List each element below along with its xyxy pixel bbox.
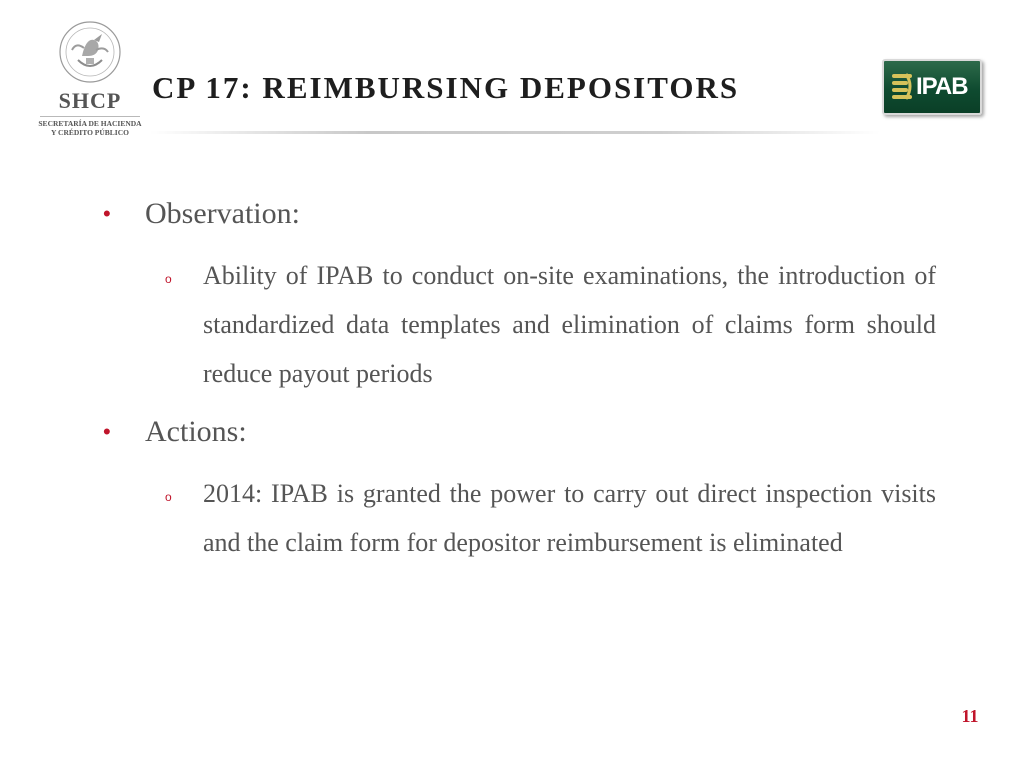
- ipab-logo: [882, 59, 982, 115]
- page-number: 11: [961, 706, 979, 726]
- ipab-mark-icon: [892, 72, 914, 102]
- shcp-divider: [40, 116, 140, 117]
- observation-item-text: Ability of IPAB to conduct on-site examinations, the introduction of standardized data templates and elimination of claims form should reduce payout periods: [203, 261, 936, 388]
- section-heading-observation: Observation:: [145, 197, 300, 230]
- ipab-logo-text: IPAB: [916, 73, 968, 100]
- shcp-subtitle-line2: Y CRÉDITO PÚBLICO: [51, 128, 129, 137]
- section-heading-actions: Actions:: [145, 415, 247, 448]
- title-divider: [150, 131, 880, 134]
- bullet-dot-icon: •: [103, 201, 111, 226]
- sub-bullet-icon: o: [165, 272, 172, 286]
- shcp-subtitle-line1: SECRETARÍA DE HACIENDA: [38, 119, 142, 128]
- bullet-dot-icon: •: [103, 419, 111, 444]
- sub-bullet-icon: o: [165, 490, 172, 504]
- shcp-logo: [38, 20, 142, 138]
- shcp-name: SHCP: [58, 88, 122, 113]
- mexican-seal-icon: [58, 20, 122, 84]
- actions-item-text: 2014: IPAB is granted the power to carry out direct inspection visits and the claim form for depositor reimbursement is eliminated: [203, 479, 936, 557]
- slide-title: CP 17: REIMBURSING DEPOSITORS: [152, 70, 740, 105]
